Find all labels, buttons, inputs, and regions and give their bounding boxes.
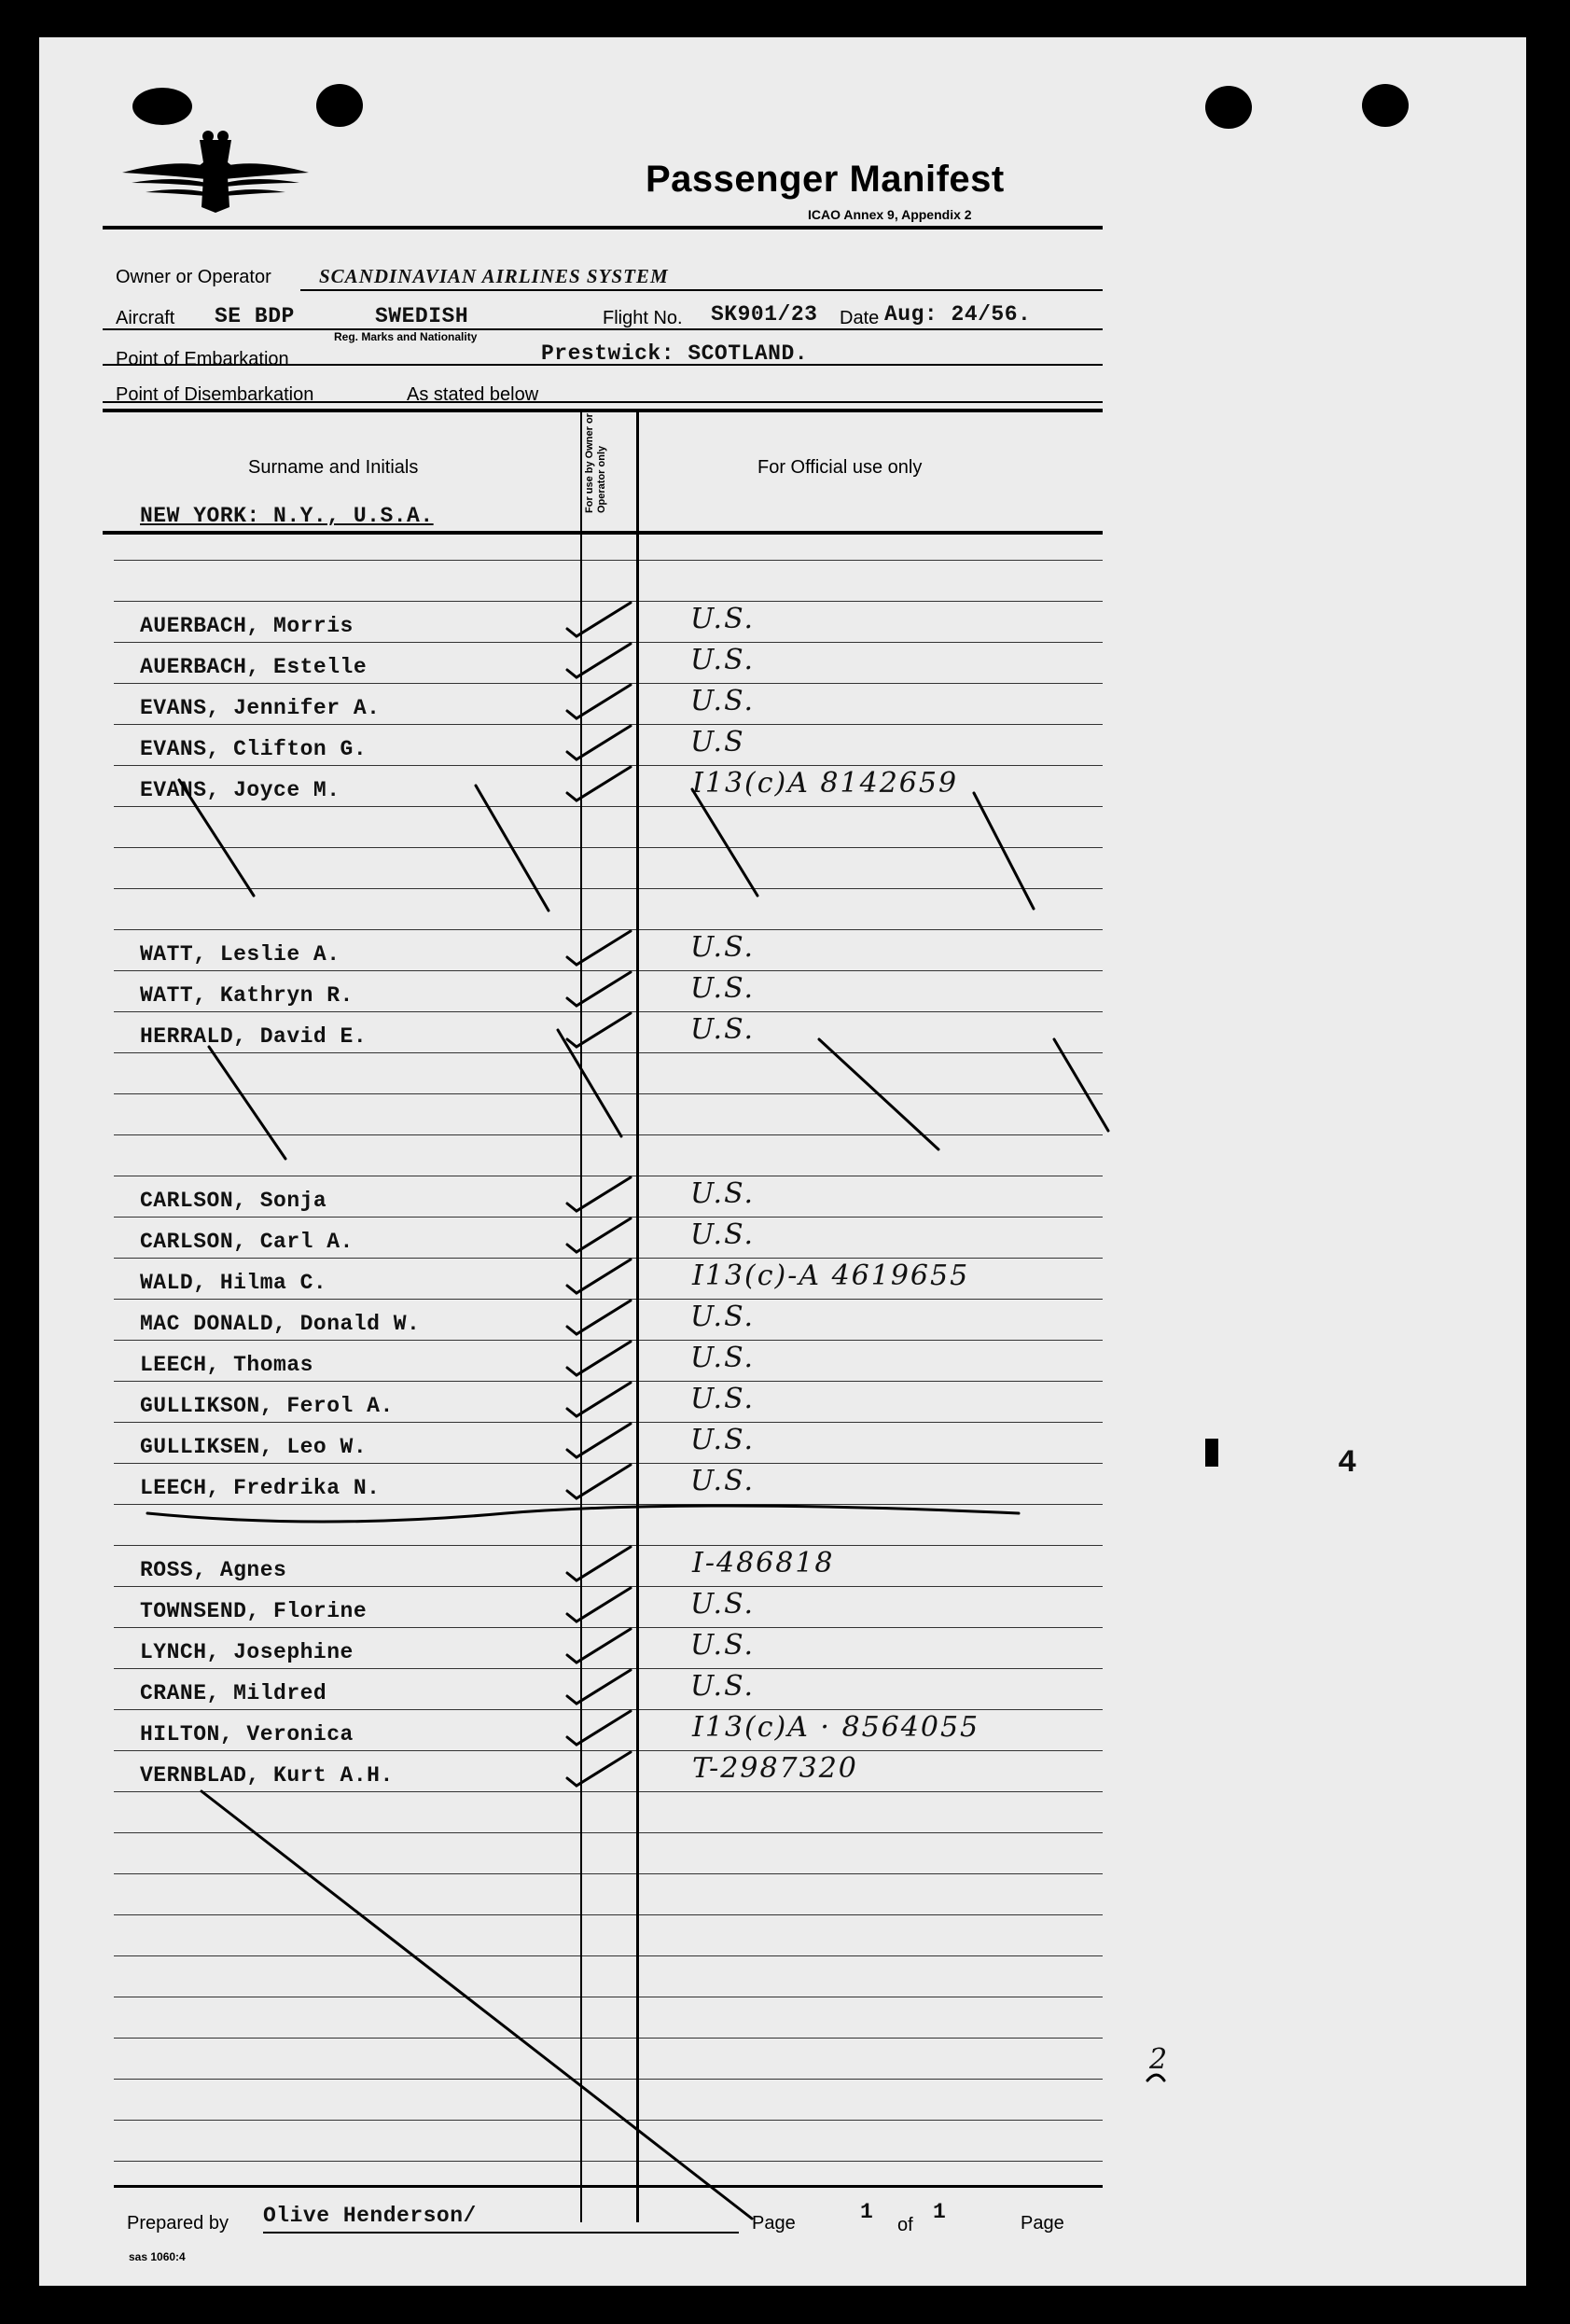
destination-value: NEW YORK: N.Y., U.S.A. [140, 504, 434, 528]
embarkation-label: Point of Embarkation [116, 349, 289, 369]
passenger-name: GULLIKSEN, Leo W. [140, 1435, 368, 1459]
page-total: 1 [933, 2200, 947, 2224]
passenger-official-note: U.S. [690, 685, 756, 717]
passenger-name: LEECH, Fredrika N. [140, 1476, 381, 1500]
passenger-name: MAC DONALD, Donald W. [140, 1312, 421, 1336]
passenger-name: LEECH, Thomas [140, 1353, 313, 1377]
prepared-by-label: Prepared by [127, 2213, 229, 2234]
page-label: Page [752, 2213, 796, 2234]
disembarkation-label: Point of Disembarkation [116, 384, 314, 405]
passenger-official-note: U.S. [690, 1218, 756, 1251]
passenger-name: WATT, Leslie A. [140, 942, 340, 967]
passenger-official-note: I13(c)A 8142659 [692, 767, 959, 800]
page-label-right: Page [1021, 2213, 1064, 2234]
nationality-value: SWEDISH [375, 304, 469, 328]
passenger-name: AUERBACH, Morris [140, 614, 354, 638]
owner-label: Owner or Operator [116, 267, 271, 287]
passenger-name: EVANS, Jennifer A. [140, 696, 381, 720]
embarkation-value: Prestwick: SCOTLAND. [541, 341, 809, 366]
passenger-official-note: U.S. [690, 1465, 756, 1497]
passenger-name: VERNBLAD, Kurt A.H. [140, 1763, 394, 1788]
passenger-official-note: U.S. [690, 603, 756, 635]
passenger-official-note: T-2987320 [692, 1752, 858, 1785]
prepared-by-value: Olive Henderson/ [263, 2204, 477, 2228]
passenger-official-note: U.S. [690, 1177, 756, 1210]
pen-strike-marks [39, 37, 1526, 2286]
passenger-name: CARLSON, Carl A. [140, 1230, 354, 1254]
passenger-name: EVANS, Joyce M. [140, 778, 340, 802]
official-column-header: For Official use only [757, 457, 923, 478]
form-number: sas 1060:4 [129, 2250, 186, 2263]
passenger-name: ROSS, Agnes [140, 1558, 287, 1582]
surname-column-header: Surname and Initials [248, 457, 419, 478]
passenger-official-note: I13(c)-A 4619655 [692, 1259, 970, 1292]
aircraft-label: Aircraft [116, 308, 175, 328]
passenger-official-note: U.S. [690, 1629, 756, 1662]
passenger-official-note: I-486818 [692, 1547, 835, 1579]
operator-column-header: For use by Owner or Operator only [584, 413, 607, 513]
passenger-official-note: U.S. [690, 1670, 756, 1703]
passenger-official-note: U.S. [690, 1424, 756, 1456]
aircraft-reg-value: SE BDP [215, 304, 295, 328]
passenger-name: GULLIKSON, Ferol A. [140, 1394, 394, 1418]
flight-no-label: Flight No. [603, 308, 683, 328]
passenger-name: HILTON, Veronica [140, 1722, 354, 1746]
page-number: 1 [860, 2200, 874, 2224]
flight-no-value: SK901/23 [711, 302, 818, 327]
passenger-name: EVANS, Clifton G. [140, 737, 368, 761]
passenger-name: AUERBACH, Estelle [140, 655, 368, 679]
passenger-official-note: U.S. [690, 931, 756, 964]
passenger-official-note: U.S. [690, 644, 756, 676]
passenger-official-note: U.S. [690, 1383, 756, 1415]
of-label: of [897, 2215, 913, 2235]
passenger-official-note: U.S. [690, 1342, 756, 1374]
passenger-name: CRANE, Mildred [140, 1681, 327, 1705]
date-label: Date [840, 308, 880, 328]
date-value: Aug: 24/56. [884, 302, 1032, 327]
passenger-name: WATT, Kathryn R. [140, 983, 354, 1008]
passenger-official-note: U.S. [690, 1013, 756, 1046]
passenger-official-note: I13(c)A · 8564055 [692, 1711, 980, 1744]
passenger-official-note: U.S. [690, 972, 756, 1005]
as-stated-label: As stated below [407, 384, 539, 405]
passenger-official-note: U.S. [690, 1301, 756, 1333]
passenger-name: WALD, Hilma C. [140, 1271, 327, 1295]
passenger-name: CARLSON, Sonja [140, 1189, 327, 1213]
reg-marks-label: Reg. Marks and Nationality [334, 330, 478, 343]
page-title: Passenger Manifest [646, 159, 1005, 200]
passenger-name: HERRALD, David E. [140, 1024, 368, 1049]
manifest-page [39, 37, 1526, 2286]
owner-value: SCANDINAVIAN AIRLINES SYSTEM [319, 265, 669, 287]
page-subtitle: ICAO Annex 9, Appendix 2 [808, 207, 972, 222]
passenger-name: LYNCH, Josephine [140, 1640, 354, 1664]
margin-number: 4 [1338, 1446, 1357, 1482]
margin-handwritten-mark: 2 [1149, 2043, 1170, 2076]
passenger-official-note: U.S [690, 726, 745, 758]
passenger-name: TOWNSEND, Florine [140, 1599, 368, 1623]
passenger-official-note: U.S. [690, 1588, 756, 1621]
